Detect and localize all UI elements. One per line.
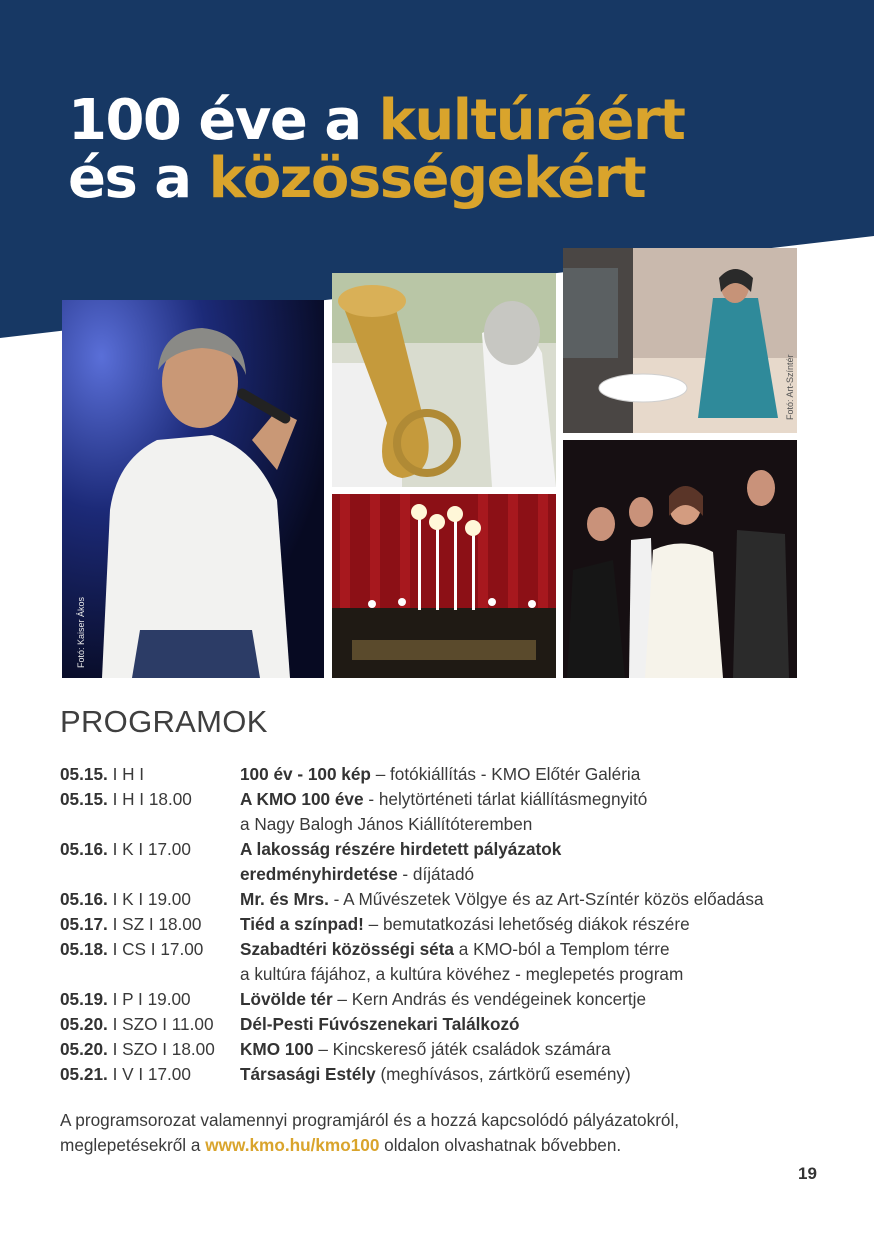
photo-credit-singer: Fotó: Kaiser Ákos bbox=[76, 596, 86, 668]
program-description: Lövölde tér – Kern András és vendégeinek koncertje bbox=[240, 989, 647, 1009]
programs-heading: PROGRAMOK bbox=[60, 704, 268, 739]
program-date: 05.21. I V I 17.00 bbox=[60, 1064, 191, 1084]
photo-choir bbox=[563, 440, 797, 678]
program-date: 05.17. I SZ I 18.00 bbox=[60, 914, 202, 934]
footer-link[interactable]: www.kmo.hu/kmo100 bbox=[205, 1135, 380, 1155]
program-row bbox=[60, 1037, 840, 1062]
program-row bbox=[60, 1012, 840, 1037]
photo-anniversary-cake bbox=[332, 494, 556, 678]
program-date: 05.20. I SZO I 11.00 bbox=[60, 1014, 214, 1034]
program-row bbox=[60, 887, 840, 912]
program-date: 05.19. I P I 19.00 bbox=[60, 989, 191, 1009]
program-row bbox=[60, 837, 840, 887]
program-date: 05.16. I K I 19.00 bbox=[60, 889, 191, 909]
headline-line-2: és a közösségekért bbox=[68, 146, 646, 211]
photo-credit-stage: Fotó: Art-Színtér bbox=[785, 354, 795, 420]
program-description: Mr. és Mrs. - A Művészetek Völgye és az Art-Színtér közös előadása bbox=[240, 889, 764, 909]
page-number: 19 bbox=[798, 1164, 817, 1183]
footer-line-2: meglepetésekről a www.kmo.hu/kmo100 oldalon olvashatnak bővebben. bbox=[60, 1135, 622, 1155]
program-description: A lakosság részére hirdetett pályázatok eredményhirdetése - díjátadó bbox=[240, 839, 562, 884]
program-date: 05.15. I H I 18.00 bbox=[60, 789, 192, 809]
photo-stage-show bbox=[563, 248, 797, 433]
program-description: Szabadtéri közösségi séta a KMO-ból a Templom térre a kultúra fájához, a kultúra kövéhez - meglepetés program bbox=[240, 939, 684, 984]
footer-note bbox=[60, 1108, 820, 1158]
program-date: 05.15. I H I bbox=[60, 764, 145, 784]
program-row bbox=[60, 787, 840, 837]
program-date: 05.16. I K I 17.00 bbox=[60, 839, 191, 859]
program-description: A KMO 100 éve - helytörténeti tárlat kiállításmegnyitó a Nagy Balogh János Kiállítóteremben bbox=[240, 789, 648, 834]
program-description: Dél-Pesti Fúvószenekari Találkozó bbox=[240, 1014, 520, 1034]
program-row bbox=[60, 1062, 840, 1087]
program-row bbox=[60, 987, 840, 1012]
program-description: 100 év - 100 kép – fotókiállítás - KMO Előtér Galéria bbox=[240, 764, 641, 784]
program-row bbox=[60, 762, 840, 787]
program-row bbox=[60, 912, 840, 937]
program-description: KMO 100 – Kincskereső játék családok számára bbox=[240, 1039, 611, 1059]
program-row bbox=[60, 937, 840, 987]
program-date: 05.18. I CS I 17.00 bbox=[60, 939, 204, 959]
photo-brass-band bbox=[332, 273, 556, 487]
footer-line-1: A programsorozat valamennyi programjáról és a hozzá kapcsolódó pályázatokról, bbox=[60, 1110, 680, 1130]
headline-line-1: 100 éve a kultúráért bbox=[68, 88, 685, 153]
program-description: Társasági Estély (meghívásos, zártkörű esemény) bbox=[240, 1064, 631, 1084]
page-headline bbox=[68, 88, 685, 211]
program-date: 05.20. I SZO I 18.00 bbox=[60, 1039, 215, 1059]
photo-singer bbox=[62, 300, 324, 678]
program-description: Tiéd a színpad! – bemutatkozási lehetőség diákok részére bbox=[240, 914, 690, 934]
